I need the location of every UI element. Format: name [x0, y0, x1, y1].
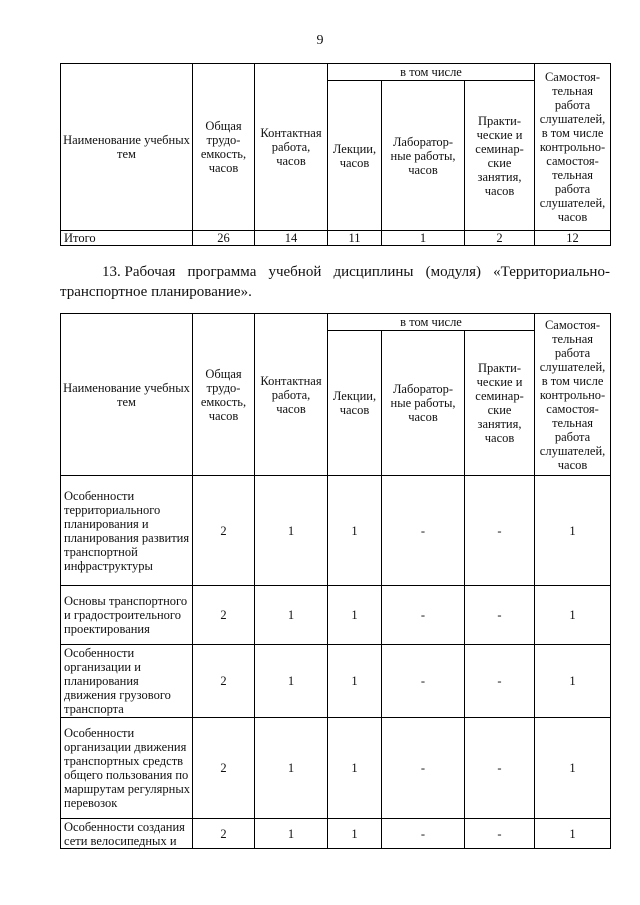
cell-contact: 1 — [255, 586, 328, 645]
cell-lab: - — [382, 476, 465, 586]
cell-lectures: 1 — [328, 645, 382, 718]
cell-total: 2 — [193, 718, 255, 819]
header-practice: Практи-ческие и семинар-ские занятия, часов — [465, 81, 535, 231]
cell-contact: 1 — [255, 645, 328, 718]
total-lectures: 11 — [328, 231, 382, 246]
table-2 — [60, 313, 611, 849]
table-row — [61, 476, 611, 586]
header-name: Наименование учебных тем — [61, 314, 193, 476]
table-row — [61, 819, 611, 849]
cell-practice: - — [465, 645, 535, 718]
header-self: Самостоя-тельная работа слушателей, в том числе контрольно-самостоя-тельная работа слушателей, часов — [535, 64, 611, 231]
topic-name: Особенности организации и планирования движения грузового транспорта — [61, 645, 193, 718]
table-row — [61, 586, 611, 645]
total-label: Итого — [61, 231, 193, 246]
cell-lab: - — [382, 819, 465, 849]
heading-word: «Территориально- — [493, 264, 610, 280]
cell-contact: 1 — [255, 476, 328, 586]
header-lab: Лаборатор-ные работы, часов — [382, 81, 465, 231]
table-1 — [60, 63, 611, 246]
cell-total: 2 — [193, 819, 255, 849]
header-name: Наименование учебных тем — [61, 64, 193, 231]
header-lectures: Лекции, часов — [328, 331, 382, 476]
cell-lectures: 1 — [328, 718, 382, 819]
total-lab: 1 — [382, 231, 465, 246]
heading-word: дисциплины — [333, 264, 414, 280]
heading-word: программа — [187, 264, 257, 280]
header-including: в том числе — [328, 64, 535, 81]
cell-total: 2 — [193, 586, 255, 645]
cell-contact: 1 — [255, 819, 328, 849]
cell-lectures: 1 — [328, 586, 382, 645]
topic-name: Основы транспортного и градостроительного проектирования — [61, 586, 193, 645]
total-contact: 14 — [255, 231, 328, 246]
cell-lab: - — [382, 586, 465, 645]
page-number: 9 — [316, 33, 324, 48]
cell-self: 1 — [535, 718, 611, 819]
cell-practice: - — [465, 819, 535, 849]
total-practice: 2 — [465, 231, 535, 246]
header-including: в том числе — [328, 314, 535, 331]
cell-practice: - — [465, 476, 535, 586]
table-row-total — [61, 231, 611, 246]
topic-name: Особенности создания сети велосипедных и — [61, 819, 193, 849]
cell-total: 2 — [193, 645, 255, 718]
cell-total: 2 — [193, 476, 255, 586]
cell-practice: - — [465, 586, 535, 645]
header-practice: Практи-ческие и семинар-ские занятия, часов — [465, 331, 535, 476]
header-total: Общая трудо-емкость, часов — [193, 314, 255, 476]
cell-self: 1 — [535, 586, 611, 645]
total-self: 12 — [535, 231, 611, 246]
cell-lectures: 1 — [328, 476, 382, 586]
heading-word: (модуля) — [425, 264, 482, 280]
cell-self: 1 — [535, 819, 611, 849]
header-self: Самостоя-тельная работа слушателей, в том числе контрольно-самостоя-тельная работа слушателей, часов — [535, 314, 611, 476]
cell-contact: 1 — [255, 718, 328, 819]
cell-lab: - — [382, 645, 465, 718]
cell-lectures: 1 — [328, 819, 382, 849]
section-heading — [60, 262, 610, 302]
table-row — [61, 645, 611, 718]
cell-self: 1 — [535, 476, 611, 586]
table-row — [61, 718, 611, 819]
cell-self: 1 — [535, 645, 611, 718]
header-lectures: Лекции, часов — [328, 81, 382, 231]
total-value: 26 — [193, 231, 255, 246]
heading-word: 13. Рабочая — [102, 264, 176, 280]
topic-name: Особенности организации движения транспортных средств общего пользования по маршрутам регулярных перевозок — [61, 718, 193, 819]
topic-name: Особенности территориального планирования и планирования развития транспортной инфраструктуры — [61, 476, 193, 586]
header-total: Общая трудо-емкость, часов — [193, 64, 255, 231]
cell-lab: - — [382, 718, 465, 819]
header-contact: Контактная работа, часов — [255, 64, 328, 231]
header-contact: Контактная работа, часов — [255, 314, 328, 476]
heading-word: учебной — [268, 264, 322, 280]
header-lab: Лаборатор-ные работы, часов — [382, 331, 465, 476]
heading-line-2: транспортное планирование». — [60, 284, 252, 300]
cell-practice: - — [465, 718, 535, 819]
